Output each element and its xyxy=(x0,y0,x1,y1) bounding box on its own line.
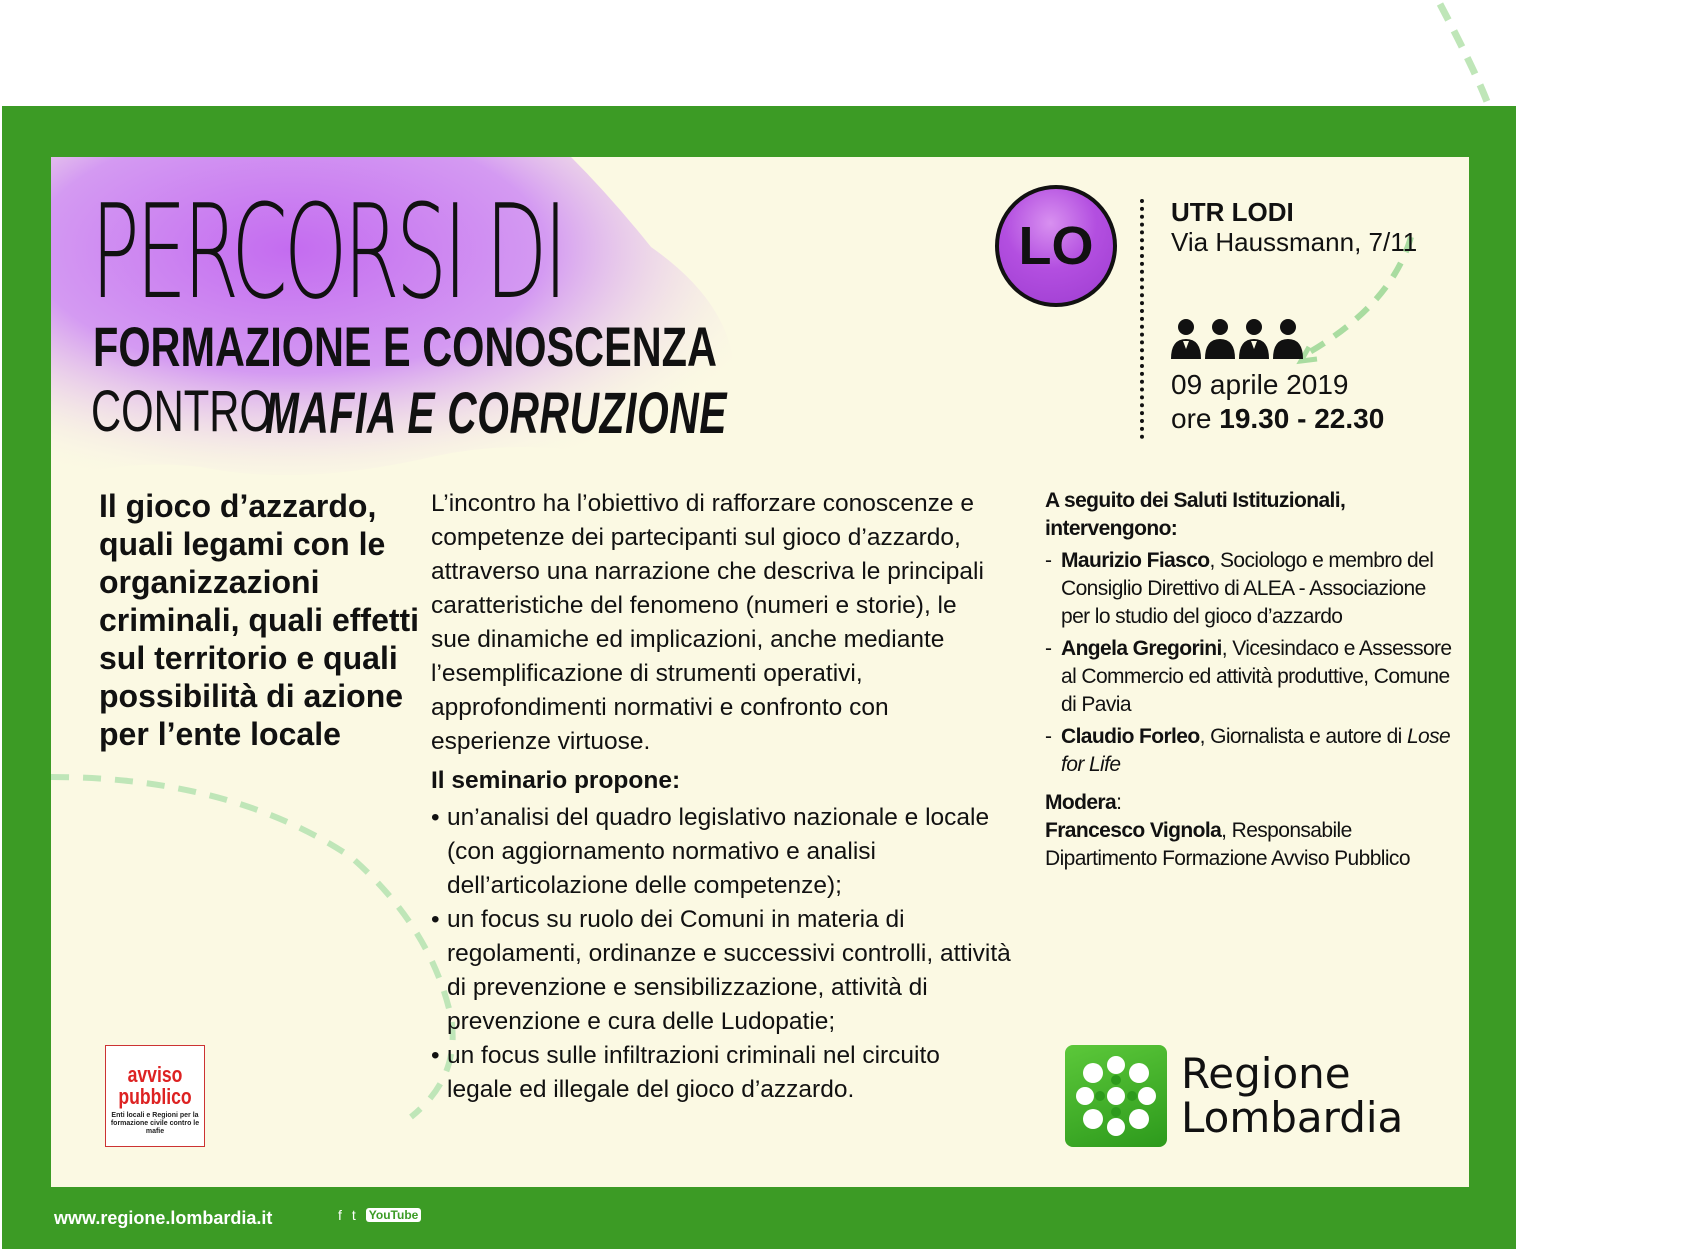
event-date: 09 aprile 2019 xyxy=(1171,369,1349,400)
moderator-role: , Responsabile Dipartimento Formazione Avviso Pubblico xyxy=(1045,819,1410,870)
dotted-divider xyxy=(1140,199,1144,439)
dash-marker: - xyxy=(1045,549,1052,572)
speaker-item xyxy=(1045,635,1455,719)
avviso-pubblico-logo xyxy=(105,1045,205,1147)
regione-lombardia-wordmark xyxy=(1181,1049,1404,1142)
title-mafia-corruzione: MAFIA E CORRUZIONE xyxy=(265,381,728,446)
list-item xyxy=(431,903,1011,1039)
rosa-camuna-icon xyxy=(1065,1045,1167,1147)
speaker-item xyxy=(1045,723,1455,779)
speaker-role: , Giornalista e autore di xyxy=(1199,725,1407,748)
facebook-icon[interactable]: f xyxy=(338,1207,342,1223)
speaker-role: , Vicesindaco e Assessore al Commercio ed attività produttive, Comune di Pavia xyxy=(1061,637,1452,716)
body-paragraph: L’incontro ha l’obiettivo di rafforzare conoscenze e competenze dei partecipanti sul gioco d’azzardo, attraverso una narrazione che descriva le principali caratteristiche del fenomeno (numeri e storie), le sue dinamiche ed implicazioni, anche mediante l’esemplificazione di strumenti operativi, approfondimenti normativi e confronto con esperienze virtuose. xyxy=(431,490,984,755)
venue-address: Via Haussmann, 7/11 xyxy=(1171,227,1418,257)
avviso-logo-line2: pubblico xyxy=(118,1084,192,1109)
title-contro: CONTRO xyxy=(91,379,272,444)
body-text xyxy=(431,487,991,759)
seminar-item-text: un focus sulle infiltrazioni criminali nel circuito legale ed illegale del gioco d’azzardo. xyxy=(447,1042,940,1103)
speaker-name: Maurizio Fiasco xyxy=(1061,549,1210,572)
speaker-role: , Sociologo e membro del Consiglio Direttivo di ALEA - Associazione per lo studio del gioco d’azzardo xyxy=(1061,549,1434,628)
event-time xyxy=(1171,403,1384,435)
people-icon xyxy=(1169,315,1305,359)
twitter-icon[interactable]: t xyxy=(351,1207,356,1223)
speakers-intro: A seguito dei Saluti Istituzionali, intervengono: xyxy=(1045,489,1346,540)
avviso-logo-tagline: Enti locali e Regioni per la formazione civile contro le mafie xyxy=(110,1112,200,1135)
speaker-item xyxy=(1045,547,1455,631)
speaker-name: Claudio Forleo xyxy=(1061,725,1200,748)
moderator-colon: : xyxy=(1116,791,1122,814)
bullet-marker: • xyxy=(431,906,440,933)
avviso-logo-line1: avviso xyxy=(127,1062,183,1087)
lead-text: Il gioco d’azzardo, quali legami con le organizzazioni criminali, quali effetti sul territorio e quali possibilità di azione per l’ente locale xyxy=(99,488,420,752)
list-item xyxy=(431,1039,1011,1107)
title-percorsi: PERCORSI DI xyxy=(91,176,564,328)
book-title: Lose for Life xyxy=(1061,725,1451,776)
province-badge-label: LO xyxy=(1018,216,1094,276)
seminar-list xyxy=(431,801,1011,1107)
moderator-label: Modera xyxy=(1045,791,1117,814)
website-link[interactable]: www.regione.lombardia.it xyxy=(54,1208,273,1228)
dash-marker: - xyxy=(1045,725,1052,748)
bullet-marker: • xyxy=(431,1042,440,1069)
dash-marker: - xyxy=(1045,637,1052,660)
seminar-title: Il seminario propone: xyxy=(431,767,681,794)
wordmark-line2: Lombardia xyxy=(1181,1093,1404,1142)
poster xyxy=(51,157,1469,1187)
speakers-section xyxy=(1045,487,1455,873)
regione-lombardia-logo xyxy=(1065,1045,1167,1147)
time-range: 19.30 - 22.30 xyxy=(1219,403,1385,434)
seminar-item-text: un focus su ruolo dei Comuni in materia di regolamenti, ordinanze e successivi controlli, attività di prevenzione e sensibilizzazione, attività di prevenzione e cura delle Ludopatie; xyxy=(447,906,1011,1035)
speaker-name: Angela Gregorini xyxy=(1061,637,1222,660)
venue-name: UTR LODI xyxy=(1171,197,1294,227)
moderator-name: Francesco Vignola xyxy=(1045,819,1222,842)
title-formazione: FORMAZIONE E CONOSCENZA xyxy=(93,315,717,378)
time-prefix: ore xyxy=(1171,403,1220,434)
moderator xyxy=(1045,789,1455,873)
social-links xyxy=(338,1207,421,1223)
youtube-icon[interactable]: YouTube xyxy=(366,1208,422,1222)
bullet-marker: • xyxy=(431,804,440,831)
province-badge xyxy=(995,185,1117,307)
speakers-list xyxy=(1045,547,1455,779)
wordmark-line1: Regione xyxy=(1181,1049,1351,1098)
seminar-item-text: un’analisi del quadro legislativo nazionale e locale (con aggiornamento normativo e analisi dell’articolazione delle competenze); xyxy=(447,804,990,899)
list-item xyxy=(431,801,1011,903)
